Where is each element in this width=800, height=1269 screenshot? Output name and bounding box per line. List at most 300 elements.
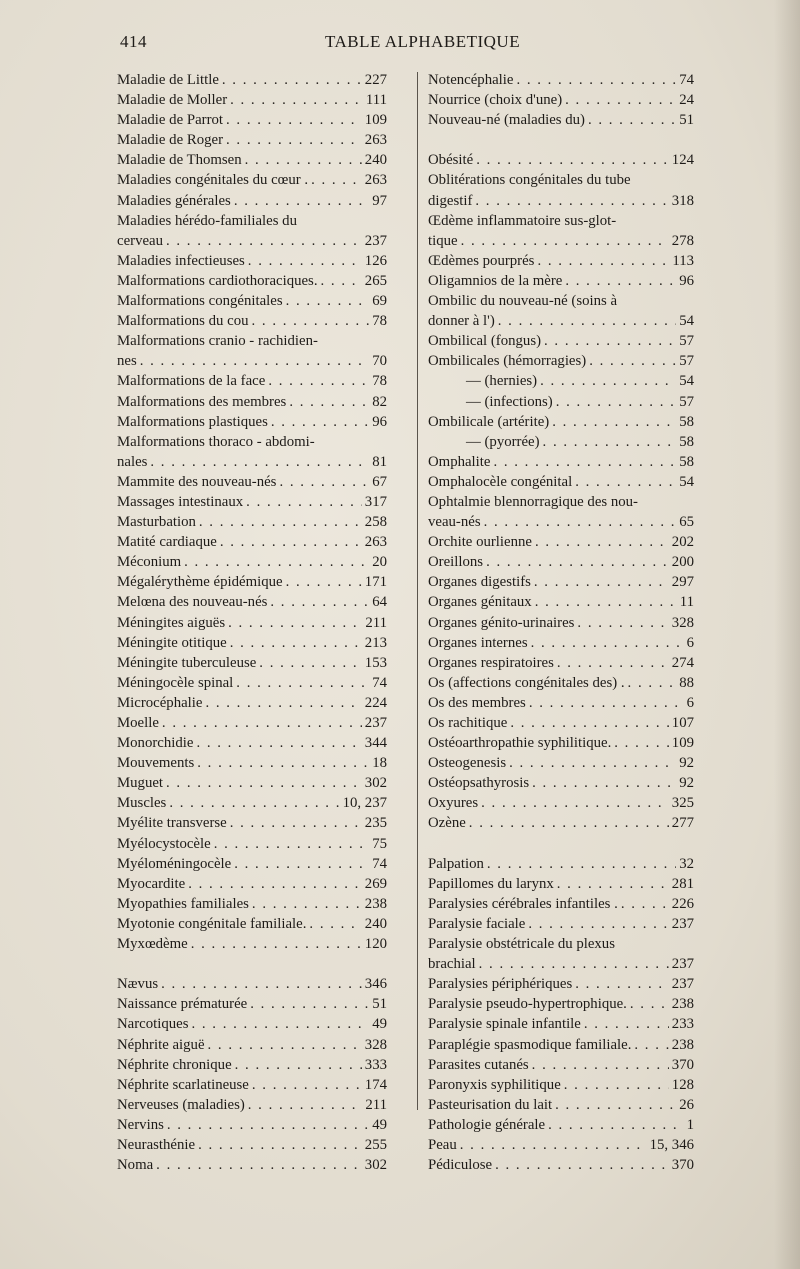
- dot-leader: [589, 351, 676, 371]
- page-edge-shadow: [774, 0, 800, 1269]
- entry-term: Muguet: [117, 775, 164, 792]
- dot-leader: [479, 954, 669, 974]
- entry-term: Nourrice (choix d'une): [428, 92, 563, 109]
- entry-page-reference: 213: [364, 634, 387, 651]
- index-entry: [117, 1055, 387, 1075]
- index-entry: [117, 70, 387, 90]
- dot-leader: [548, 1115, 683, 1135]
- dot-leader: [575, 472, 676, 492]
- index-entry: [117, 291, 387, 311]
- entry-page-reference: 65: [679, 514, 694, 531]
- dot-leader: [460, 1135, 647, 1155]
- entry-term: Oblitérations congénitales du tube: [428, 172, 631, 189]
- entry-term: Maladies générales: [117, 192, 231, 209]
- entry-term: Ombilicale (artérite): [428, 413, 550, 430]
- entry-page-reference: 67: [372, 473, 387, 490]
- entry-term: Méningites aiguës: [117, 614, 226, 631]
- dot-leader: [236, 673, 369, 693]
- entry-page-reference: 370: [671, 1056, 694, 1073]
- entry-page-reference: 96: [372, 413, 387, 430]
- dot-leader: [197, 753, 369, 773]
- entry-page-reference: 1: [686, 1116, 694, 1133]
- entry-term: Microcéphalie: [117, 694, 203, 711]
- entry-page-reference: 226: [671, 895, 694, 912]
- index-entry: [428, 1115, 694, 1135]
- entry-term: Ozène: [428, 815, 466, 832]
- dot-leader: [621, 894, 669, 914]
- dot-leader: [246, 492, 362, 512]
- dot-leader: [565, 271, 676, 291]
- dot-leader: [268, 371, 369, 391]
- entry-page-reference: 237: [364, 715, 387, 731]
- entry-page-reference: 200: [671, 554, 694, 571]
- entry-term: Maladies congénitales du cœur .: [117, 172, 309, 189]
- index-entry: [117, 392, 387, 412]
- entry-page-reference: 128: [671, 1076, 694, 1093]
- entry-page-reference: 51: [679, 112, 694, 129]
- dot-leader: [222, 70, 362, 90]
- entry-page-reference: 74: [372, 855, 387, 872]
- entry-page-reference: 153: [364, 654, 387, 671]
- dot-leader: [557, 653, 669, 673]
- dot-leader: [230, 633, 362, 653]
- entry-term: Malformations du cou: [117, 313, 249, 330]
- index-entry: [428, 1075, 694, 1095]
- entry-page-reference: 54: [679, 313, 694, 330]
- entry-page-reference: 54: [679, 373, 694, 390]
- index-entry: [428, 231, 694, 251]
- index-entry: [428, 512, 694, 532]
- entry-term: Paralysie spinale infantile: [428, 1016, 581, 1033]
- entry-page-reference: 58: [679, 453, 694, 470]
- entry-term: Organes génitaux: [428, 594, 532, 611]
- index-entry: [117, 472, 387, 492]
- index-entry: [117, 552, 387, 572]
- column-divider: [417, 72, 418, 1110]
- entry-term: Paraplégie spasmodique familiale.: [428, 1036, 632, 1053]
- entry-term: Myélocystocèle: [117, 835, 211, 852]
- entry-term: — (pyorrée): [466, 433, 540, 450]
- dot-leader: [286, 291, 370, 311]
- entry-page-reference: 92: [679, 755, 694, 772]
- entry-page-reference: 107: [671, 715, 694, 731]
- dot-leader: [252, 1075, 362, 1095]
- dot-leader: [543, 432, 677, 452]
- section-gap: [428, 834, 694, 854]
- dot-leader: [575, 974, 669, 994]
- entry-page-reference: 328: [671, 614, 694, 631]
- entry-term: Maladie de Moller: [117, 92, 228, 109]
- entry-term: Malformations cranio - rachidien-: [117, 333, 318, 350]
- entry-page-reference: 54: [679, 473, 694, 490]
- dot-leader: [248, 251, 362, 271]
- index-entry: [428, 311, 694, 331]
- entry-page-reference: 113: [672, 252, 694, 269]
- entry-term: Maladie de Roger: [117, 132, 224, 149]
- entry-page-reference: 325: [671, 795, 694, 812]
- entry-term: Masturbation: [117, 514, 196, 531]
- dot-leader: [198, 1135, 362, 1155]
- entry-page-reference: 20: [372, 554, 387, 571]
- section-gap: [428, 130, 694, 150]
- dot-leader: [279, 472, 369, 492]
- entry-term: Omphalocèle congénital: [428, 473, 573, 490]
- entry-term: Os rachitique: [428, 715, 508, 731]
- index-entry: [117, 231, 387, 251]
- index-entry: [117, 813, 387, 833]
- index-entry: [428, 793, 694, 813]
- index-entry: [428, 673, 694, 693]
- dot-leader: [577, 613, 668, 633]
- entry-term: Néphrite aiguë: [117, 1036, 205, 1053]
- entry-page-reference: 58: [679, 413, 694, 430]
- dot-leader: [498, 311, 676, 331]
- dot-leader: [188, 874, 362, 894]
- entry-term: Naissance prématurée: [117, 996, 248, 1013]
- entry-term: Mégalérythème épidémique: [117, 574, 283, 591]
- entry-term: Nerveuses (maladies): [117, 1096, 245, 1113]
- entry-page-reference: 120: [364, 936, 387, 953]
- index-entry: [117, 1155, 387, 1175]
- entry-term: Nervins: [117, 1116, 164, 1133]
- entry-term: Ostéopsathyrosis: [428, 775, 530, 792]
- dot-leader: [226, 110, 362, 130]
- index-entry: [117, 693, 387, 713]
- entry-term: Malformations cardiothoraciques.: [117, 272, 318, 289]
- entry-term: Maladies infectieuses: [117, 252, 245, 269]
- entry-page-reference: 6: [686, 634, 694, 651]
- index-entry: [117, 1035, 387, 1055]
- dot-leader: [555, 1095, 676, 1115]
- entry-term: brachial: [428, 956, 476, 973]
- entry-page-reference: 126: [364, 252, 387, 269]
- entry-term: digestif: [428, 192, 473, 209]
- index-entry: [428, 351, 694, 371]
- dot-leader: [309, 914, 361, 934]
- entry-page-reference: 15, 346: [649, 1136, 694, 1153]
- entry-term: Obésité: [428, 152, 474, 169]
- dot-leader: [486, 552, 669, 572]
- entry-term: Osteogenesis: [428, 755, 507, 772]
- dot-leader: [484, 512, 677, 532]
- dot-leader: [230, 813, 362, 833]
- entry-term: Pathologie générale: [428, 1116, 546, 1133]
- dot-leader: [166, 231, 362, 251]
- entry-page-reference: 265: [364, 272, 387, 289]
- entry-page-reference: 240: [364, 152, 387, 169]
- dot-leader: [286, 572, 362, 592]
- dot-leader: [250, 994, 369, 1014]
- index-entry: [117, 592, 387, 612]
- page-number: 414: [120, 32, 147, 51]
- index-entry: [117, 351, 387, 371]
- entry-page-reference: 97: [372, 192, 387, 209]
- entry-term: Paralysies cérébrales infantiles .: [428, 895, 618, 912]
- entry-page-reference: 92: [679, 775, 694, 792]
- entry-page-reference: 302: [364, 775, 387, 792]
- entry-term: Melœna des nouveau-nés: [117, 594, 268, 611]
- index-entry: [428, 392, 694, 412]
- entry-term: Malformations plastiques: [117, 413, 268, 430]
- entry-term: Myélite transverse: [117, 815, 227, 832]
- entry-term: — (infections): [466, 393, 553, 410]
- entry-page-reference: 255: [364, 1136, 387, 1153]
- entry-term: Massages intestinaux: [117, 493, 244, 510]
- dot-leader: [184, 552, 369, 572]
- entry-term: Ophtalmie blennorragique des nou-: [428, 493, 638, 510]
- index-entry: [428, 170, 694, 190]
- dot-leader: [226, 130, 362, 150]
- dot-leader: [495, 1155, 669, 1175]
- entry-page-reference: 78: [372, 313, 387, 330]
- dot-leader: [565, 90, 676, 110]
- index-entry: [117, 532, 387, 552]
- dot-leader: [169, 793, 339, 813]
- dot-leader: [191, 934, 362, 954]
- entry-term: Parasites cutanés: [428, 1056, 529, 1073]
- entry-term: Oreillons: [428, 554, 484, 571]
- entry-page-reference: 174: [364, 1076, 387, 1093]
- index-entry: [117, 1095, 387, 1115]
- entry-page-reference: 202: [671, 534, 694, 551]
- index-entry: [428, 371, 694, 391]
- entry-term: cerveau: [117, 232, 163, 249]
- entry-page-reference: 82: [372, 393, 387, 410]
- dot-leader: [552, 412, 676, 432]
- entry-page-reference: 74: [679, 72, 694, 88]
- index-entry: [428, 211, 694, 231]
- index-entry: [117, 733, 387, 753]
- dot-leader: [544, 331, 676, 351]
- entry-page-reference: 237: [671, 976, 694, 993]
- entry-page-reference: 227: [364, 72, 387, 88]
- dot-leader: [588, 110, 676, 130]
- entry-term: tique: [428, 232, 458, 249]
- dot-leader: [208, 1035, 362, 1055]
- index-entry: [428, 874, 694, 894]
- page-header: [120, 32, 680, 56]
- entry-term: Maladie de Parrot: [117, 112, 224, 129]
- dot-leader: [493, 452, 676, 472]
- entry-page-reference: 111: [365, 92, 387, 109]
- entry-term: Narcotiques: [117, 1016, 189, 1033]
- entry-page-reference: 274: [671, 654, 694, 671]
- entry-page-reference: 281: [671, 875, 694, 892]
- entry-term: Ombilic du nouveau-né (soins à: [428, 293, 618, 310]
- dot-leader: [196, 733, 361, 753]
- entry-term: donner à l'): [428, 313, 495, 330]
- entry-term: Paralysie pseudo-hypertrophique.: [428, 996, 627, 1013]
- index-entry: [428, 1155, 694, 1175]
- index-entry: [428, 894, 694, 914]
- index-entry: [428, 251, 694, 271]
- entry-term: Myotonie congénitale familiale.: [117, 915, 307, 932]
- entry-page-reference: 69: [372, 293, 387, 310]
- entry-term: Néphrite chronique: [117, 1056, 232, 1073]
- entry-term: Oxyures: [428, 795, 479, 812]
- entry-page-reference: 238: [671, 1036, 694, 1053]
- entry-term: Ostéoarthropathie syphilitique.: [428, 735, 612, 752]
- entry-term: Organes respiratoires: [428, 654, 554, 671]
- index-entry: [428, 934, 694, 954]
- entry-page-reference: 70: [372, 353, 387, 370]
- dot-leader: [532, 1055, 669, 1075]
- index-entry: [117, 572, 387, 592]
- dot-leader: [234, 854, 369, 874]
- entry-term: Paralysie obstétricale du plexus: [428, 936, 615, 953]
- index-entry: [117, 251, 387, 271]
- index-entry: [117, 773, 387, 793]
- entry-term: — (hernies): [466, 373, 538, 390]
- entry-term: Noma: [117, 1157, 154, 1174]
- entry-page-reference: 74: [372, 674, 387, 691]
- dot-leader: [321, 271, 362, 291]
- index-entry: [117, 673, 387, 693]
- dot-leader: [205, 693, 361, 713]
- index-entry: [117, 90, 387, 110]
- entry-term: Neurasthénie: [117, 1136, 196, 1153]
- dot-leader: [531, 633, 684, 653]
- dot-leader: [516, 70, 676, 90]
- entry-page-reference: 263: [364, 132, 387, 149]
- dot-leader: [235, 1055, 362, 1075]
- index-entry: [428, 90, 694, 110]
- section-gap: [117, 954, 387, 974]
- index-entry: [117, 1135, 387, 1155]
- entry-page-reference: 237: [364, 232, 387, 249]
- dot-leader: [614, 733, 669, 753]
- index-entry: [117, 170, 387, 190]
- index-entry: [117, 512, 387, 532]
- dot-leader: [161, 974, 362, 994]
- entry-page-reference: 49: [372, 1116, 387, 1133]
- entry-page-reference: 57: [679, 353, 694, 370]
- entry-page-reference: 88: [679, 674, 694, 691]
- entry-page-reference: 346: [364, 976, 387, 993]
- dot-leader: [167, 1115, 369, 1135]
- dot-leader: [481, 793, 669, 813]
- entry-page-reference: 124: [671, 152, 694, 169]
- entry-page-reference: 211: [365, 1096, 387, 1113]
- entry-term: Nouveau-né (maladies du): [428, 112, 585, 129]
- entry-page-reference: 318: [671, 192, 694, 209]
- dot-leader: [259, 653, 362, 673]
- dot-leader: [475, 191, 668, 211]
- index-entry: [428, 693, 694, 713]
- entry-page-reference: 302: [364, 1157, 387, 1174]
- index-entry: [428, 552, 694, 572]
- entry-page-reference: 109: [364, 112, 387, 129]
- entry-term: Méconium: [117, 554, 182, 571]
- entry-page-reference: 317: [364, 493, 387, 510]
- dot-leader: [557, 874, 669, 894]
- index-entry: [428, 1035, 694, 1055]
- entry-term: Méningocèle spinal: [117, 674, 234, 691]
- index-entry: [117, 894, 387, 914]
- dot-leader: [245, 150, 362, 170]
- index-entry: [117, 633, 387, 653]
- entry-page-reference: 238: [364, 895, 387, 912]
- dot-leader: [628, 673, 677, 693]
- entry-term: Pédiculose: [428, 1157, 493, 1174]
- page-title: TABLE ALPHABETIQUE: [325, 32, 521, 51]
- index-entry: [428, 1135, 694, 1155]
- entry-term: Palpation: [428, 855, 484, 872]
- dot-leader: [252, 894, 362, 914]
- entry-term: Ombilicales (hémorragies): [428, 353, 587, 370]
- index-entry: [117, 130, 387, 150]
- entry-term: Maladie de Thomsen: [117, 152, 242, 169]
- entry-page-reference: 57: [679, 393, 694, 410]
- entry-page-reference: 238: [671, 996, 694, 1013]
- entry-term: Malformations thoraco - abdomi-: [117, 433, 315, 450]
- entry-page-reference: 49: [372, 1016, 387, 1033]
- entry-page-reference: 278: [671, 232, 694, 249]
- dot-leader: [220, 532, 362, 552]
- entry-term: Os des membres: [428, 694, 526, 711]
- entry-term: Myocardite: [117, 875, 186, 892]
- entry-term: Orchite ourlienne: [428, 534, 532, 551]
- index-entry: [117, 1115, 387, 1135]
- entry-term: Muscles: [117, 795, 167, 812]
- entry-term: Œdèmes pourprés: [428, 252, 535, 269]
- index-entry: [428, 592, 694, 612]
- entry-page-reference: 26: [679, 1096, 694, 1113]
- entry-term: Ombilical (fongus): [428, 333, 542, 350]
- dot-leader: [584, 1014, 669, 1034]
- index-entry: [428, 291, 694, 311]
- entry-page-reference: 11: [679, 594, 694, 611]
- index-entry: [428, 753, 694, 773]
- entry-term: Myxœdème: [117, 936, 188, 953]
- index-entry: [117, 371, 387, 391]
- entry-term: Myéloméningocèle: [117, 855, 232, 872]
- index-entry: [428, 994, 694, 1014]
- index-entry: [117, 110, 387, 130]
- entry-term: Maladies hérédo-familiales du: [117, 212, 297, 229]
- index-entry: [117, 311, 387, 331]
- dot-leader: [311, 170, 362, 190]
- entry-term: Œdème inflammatoire sus-glot-: [428, 212, 617, 229]
- index-entry: [428, 773, 694, 793]
- dot-leader: [461, 231, 669, 251]
- index-entry: [117, 191, 387, 211]
- entry-term: nales: [117, 453, 148, 470]
- index-entry: [428, 331, 694, 351]
- dot-leader: [510, 713, 668, 733]
- index-entry: [117, 874, 387, 894]
- entry-term: Organes digestifs: [428, 574, 531, 591]
- entry-term: Os (affections congénitales des) .: [428, 674, 625, 691]
- index-entry: [428, 492, 694, 512]
- entry-page-reference: 211: [365, 614, 387, 631]
- index-entry: [117, 1014, 387, 1034]
- entry-page-reference: 6: [686, 694, 694, 711]
- entry-page-reference: 297: [671, 574, 694, 591]
- index-entry: [428, 271, 694, 291]
- entry-term: Monorchidie: [117, 735, 194, 752]
- index-entry: [428, 1095, 694, 1115]
- dot-leader: [289, 392, 369, 412]
- entry-page-reference: 258: [364, 514, 387, 531]
- entry-term: Papillomes du larynx: [428, 875, 554, 892]
- entry-term: Méningite tuberculeuse: [117, 654, 257, 671]
- entry-page-reference: 237: [671, 956, 694, 973]
- index-entry: [117, 934, 387, 954]
- index-entry: [428, 653, 694, 673]
- entry-page-reference: 51: [372, 996, 387, 1013]
- entry-page-reference: 32: [679, 855, 694, 872]
